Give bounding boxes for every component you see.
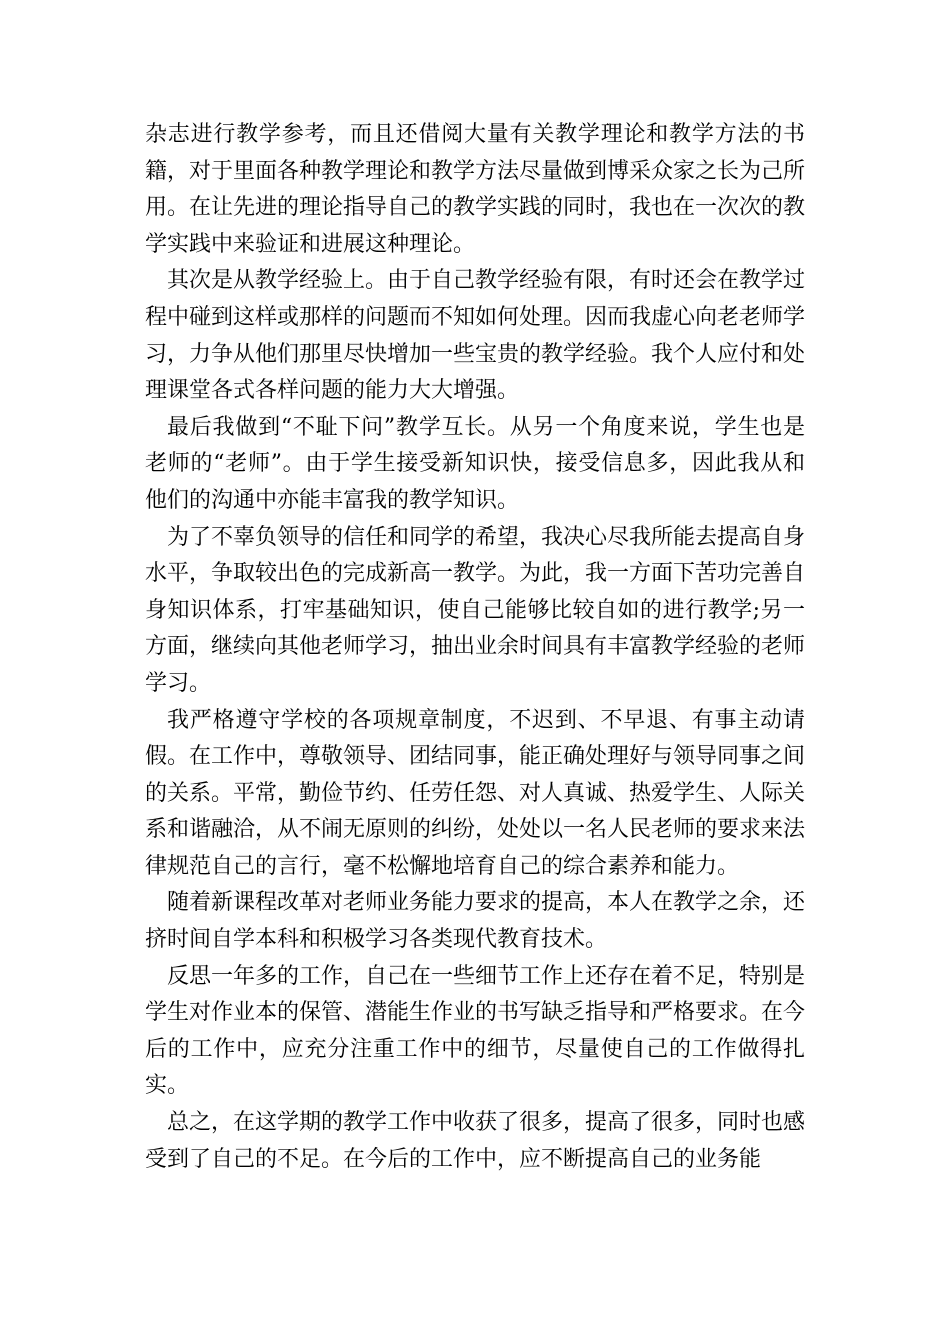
paragraph-7: 反思一年多的工作，自己在一些细节工作上还存在着不足，特别是学生对作业本的保管、潜能生作业的书写缺乏指导和严格要求。在今后的工作中，应充分注重工作中的细节，尽量使自己的工作做得扎实。 [145, 963, 806, 1099]
paragraph-5: 我严格遵守学校的各项规章制度，不迟到、不早退、有事主动请假。在工作中，尊敬领导、团结同事，能正确处理好与领导同事之间的关系。平常，勤俭节约、任劳任怨、对人真诚、热爱学生、人际关系和谐融洽，从不闹无原则的纠纷，处处以一名人民老师的要求来法律规范自己的言行，毫不松懈地培育自己的综合素养和能力。 [145, 707, 806, 879]
paragraph-3: 最后我做到“不耻下问”教学互长。从另一个角度来说，学生也是老师的“老师”。由于学生接受新知识快，接受信息多，因此我从和他们的沟通中亦能丰富我的教学知识。 [145, 414, 805, 513]
paragraph-4: 为了不辜负领导的信任和同学的希望，我决心尽我所能去提高自身水平，争取较出色的完成新高一教学。为此，我一方面下苦功完善自身知识体系，打牢基础知识，使自己能够比较自如的进行教学;另一方面，继续向其他老师学习，抽出业余时间具有丰富教学经验的老师学习。 [145, 524, 806, 696]
paragraph-6: 随着新课程改革对老师业务能力要求的提高，本人在教学之余，还挤时间自学本科和积极学习各类现代教育技术。 [145, 890, 806, 953]
document-body [145, 117, 805, 1178]
paragraph-8: 总之，在这学期的教学工作中收获了很多，提高了很多，同时也感受到了自己的不足。在今后的工作中，应不断提高自己的业务能 [145, 1110, 806, 1172]
paragraph-1: 杂志进行教学参考，而且还借阅大量有关教学理论和教学方法的书籍，对于里面各种教学理论和教学方法尽量做到博采众家之长为己所用。在让先进的理论指导自己的教学实践的同时，我也在一次次的教学实践中来验证和进展这种理论。 [145, 122, 806, 257]
paragraph-2: 其次是从教学经验上。由于自己教学经验有限，有时还会在教学过程中碰到这样或那样的问题而不知如何处理。因而我虚心向老老师学习，力争从他们那里尽快增加一些宝贵的教学经验。我个人应付和处理课堂各式各样问题的能力大大增强。 [145, 268, 806, 404]
